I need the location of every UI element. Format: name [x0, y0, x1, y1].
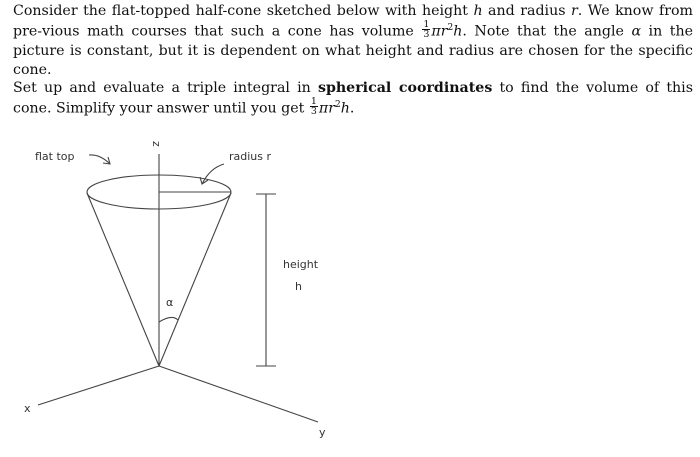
fraction-numerator: 1 — [423, 18, 430, 30]
y-axis — [159, 366, 318, 422]
fraction-one-third — [422, 20, 430, 39]
variable-alpha: α — [631, 23, 642, 39]
fraction-numerator: 1 — [310, 95, 317, 107]
text-segment: . Note that the angle — [462, 23, 632, 39]
text-segment: and radius — [482, 3, 571, 19]
formula-h: h — [453, 23, 463, 39]
cone-figure — [0, 130, 700, 457]
cone-left-edge — [87, 193, 159, 366]
label-height-var: h — [295, 280, 302, 293]
text-segment: Consider the flat-topped half-cone sketched below with height — [13, 3, 474, 19]
variable-h: h — [473, 3, 483, 19]
fraction-denominator: 3 — [423, 28, 430, 40]
text-segment: . We know from pre-vious math courses that such a cone has volume — [13, 3, 693, 39]
label-height: height — [283, 258, 319, 271]
text-segment: to find the volume of this cone. Simplify your answer until you get — [13, 80, 693, 116]
axis-label-x: x — [24, 402, 31, 415]
alpha-arc — [159, 317, 178, 322]
formula-pi-r: πr — [431, 23, 448, 39]
fraction-one-third — [310, 97, 318, 116]
axis-label-z: z — [150, 141, 163, 147]
cone-right-edge — [159, 193, 231, 366]
text-segment: . — [349, 100, 355, 116]
label-radius: radius r — [229, 150, 272, 163]
label-alpha: α — [166, 296, 174, 309]
label-flat-top: flat top — [35, 150, 75, 163]
flat-top-arrow — [89, 155, 110, 164]
formula-exponent: 2 — [447, 22, 454, 33]
formula-exponent: 2 — [335, 99, 341, 110]
formula-pi-r: πr — [318, 100, 335, 116]
fraction-denominator: 3 — [310, 105, 317, 117]
x-axis — [38, 366, 159, 405]
bold-spherical-coordinates: spherical coordinates — [317, 80, 493, 96]
variable-r: r — [570, 3, 578, 19]
problem-paragraph-2 — [13, 79, 693, 119]
problem-paragraph-1 — [13, 2, 693, 81]
text-segment: Set up and evaluate a triple integral in — [13, 80, 318, 96]
formula-h: h — [340, 100, 350, 116]
text-segment: in the picture is constant, but it is dependent on what height and radius are chosen for the specific cone. — [13, 23, 693, 78]
axis-label-y: y — [319, 426, 326, 439]
